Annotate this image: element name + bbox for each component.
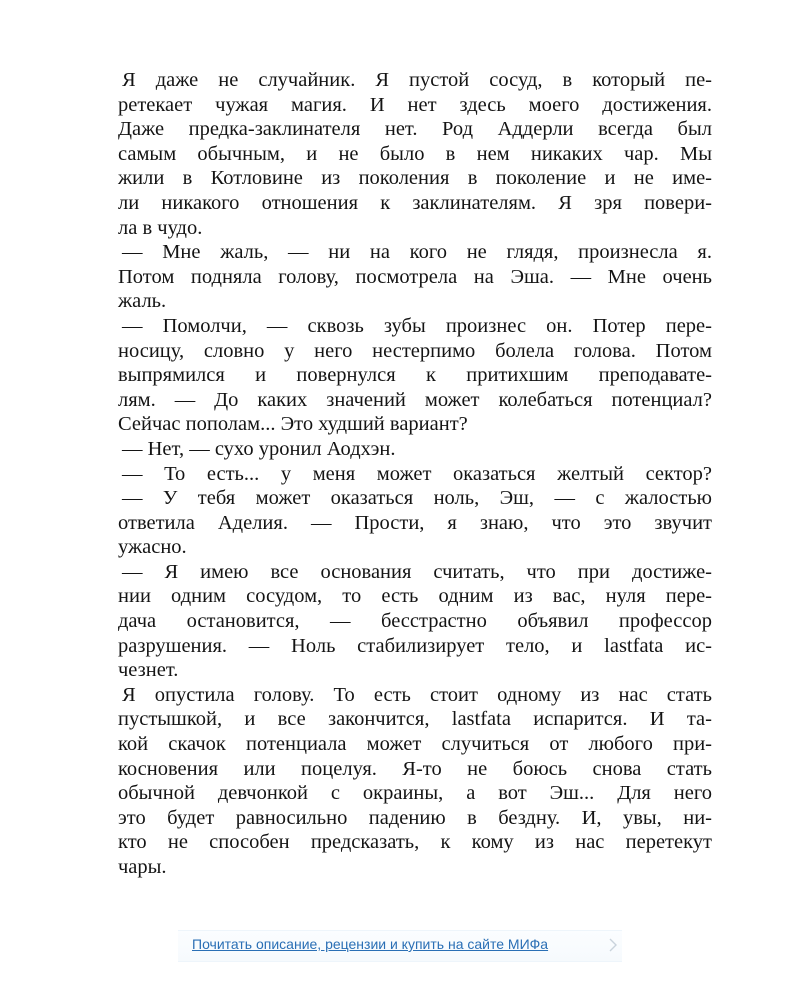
text-line: — У тебя может оказаться ноль, Эш, — с жалостью	[122, 487, 712, 510]
text-line: Потом подняла голову, посмотрела на Эша. — Мне очень	[118, 265, 712, 288]
text-line: — То есть... у меня может оказаться желтый сектор?	[122, 462, 712, 485]
text-line: — Мне жаль, — ни на кого не глядя, произнесла я.	[122, 241, 712, 264]
book-page-text	[118, 68, 712, 880]
text-line: — Помолчи, — сквозь зубы произнес он. Потер пере-	[122, 314, 712, 337]
text-line: ли никакого отношения к заклинателям. Я зря повери-	[118, 191, 712, 214]
text-line: пустышкой, и все закончится, lastfata испарится. И та-	[118, 708, 712, 731]
text-line: разрушения. — Ноль стабилизирует тело, и lastfata ис-	[118, 634, 712, 657]
text-line: Я опустила голову. То есть стоит одному из нас стать	[122, 683, 712, 706]
text-line: самым обычным, и не было в нем никаких чар. Мы	[118, 142, 712, 165]
text-line: жаль.	[118, 290, 167, 313]
text-line: это будет равносильно падению в бездну. И, увы, ни-	[118, 806, 712, 829]
text-line: лям. — До каких значений может колебаться потенциал?	[118, 388, 712, 411]
text-line: ретекает чужая магия. И нет здесь моего достижения.	[118, 93, 712, 116]
text-line: — Я имею все основания считать, что при достиже-	[122, 560, 712, 583]
text-line: Сейчас пополам... Это худший вариант?	[118, 413, 468, 436]
text-line: чары.	[118, 856, 167, 878]
text-line: Даже предка-заклинателя нет. Род Аддерли всегда был	[118, 118, 712, 141]
text-line: ла в чудо.	[118, 216, 203, 239]
text-line: ответила Аделия. — Прости, я знаю, что это звучит	[118, 511, 712, 534]
text-line: кто не способен предсказать, к кому из нас перетекут	[118, 831, 712, 854]
text-line: кой скачок потенциала может случиться от любого при-	[118, 733, 712, 756]
text-line: жили в Котловине из поколения в поколение и не име-	[118, 167, 712, 190]
text-line: чезнет.	[118, 659, 179, 682]
text-line: носицу, словно у него нестерпимо болела голова. Потом	[118, 339, 712, 362]
text-line: нии одним сосудом, то есть одним из вас, нуля пере-	[118, 585, 712, 608]
text-line: выпрямился и повернулся к притихшим преподавате-	[118, 364, 712, 387]
text-line: косновения или поцелуя. Я-то не боюсь снова стать	[118, 757, 712, 780]
text-line: дача остановится, — бесстрастно объявил профессор	[118, 610, 712, 633]
text-line: Я даже не случайник. Я пустой сосуд, в который пе-	[122, 69, 712, 91]
text-line: ужасно.	[118, 536, 187, 559]
text-line: — Нет, — сухо уронил Аодхэн.	[122, 437, 396, 460]
buy-book-link[interactable]: Почитать описание, рецензии и купить на сайте МИФа	[192, 936, 549, 952]
text-line: обычной девчонкой с окраины, а вот Эш... Для него	[118, 782, 712, 805]
footer-link-bar	[178, 930, 622, 962]
chevron-right-icon[interactable]	[608, 938, 618, 952]
